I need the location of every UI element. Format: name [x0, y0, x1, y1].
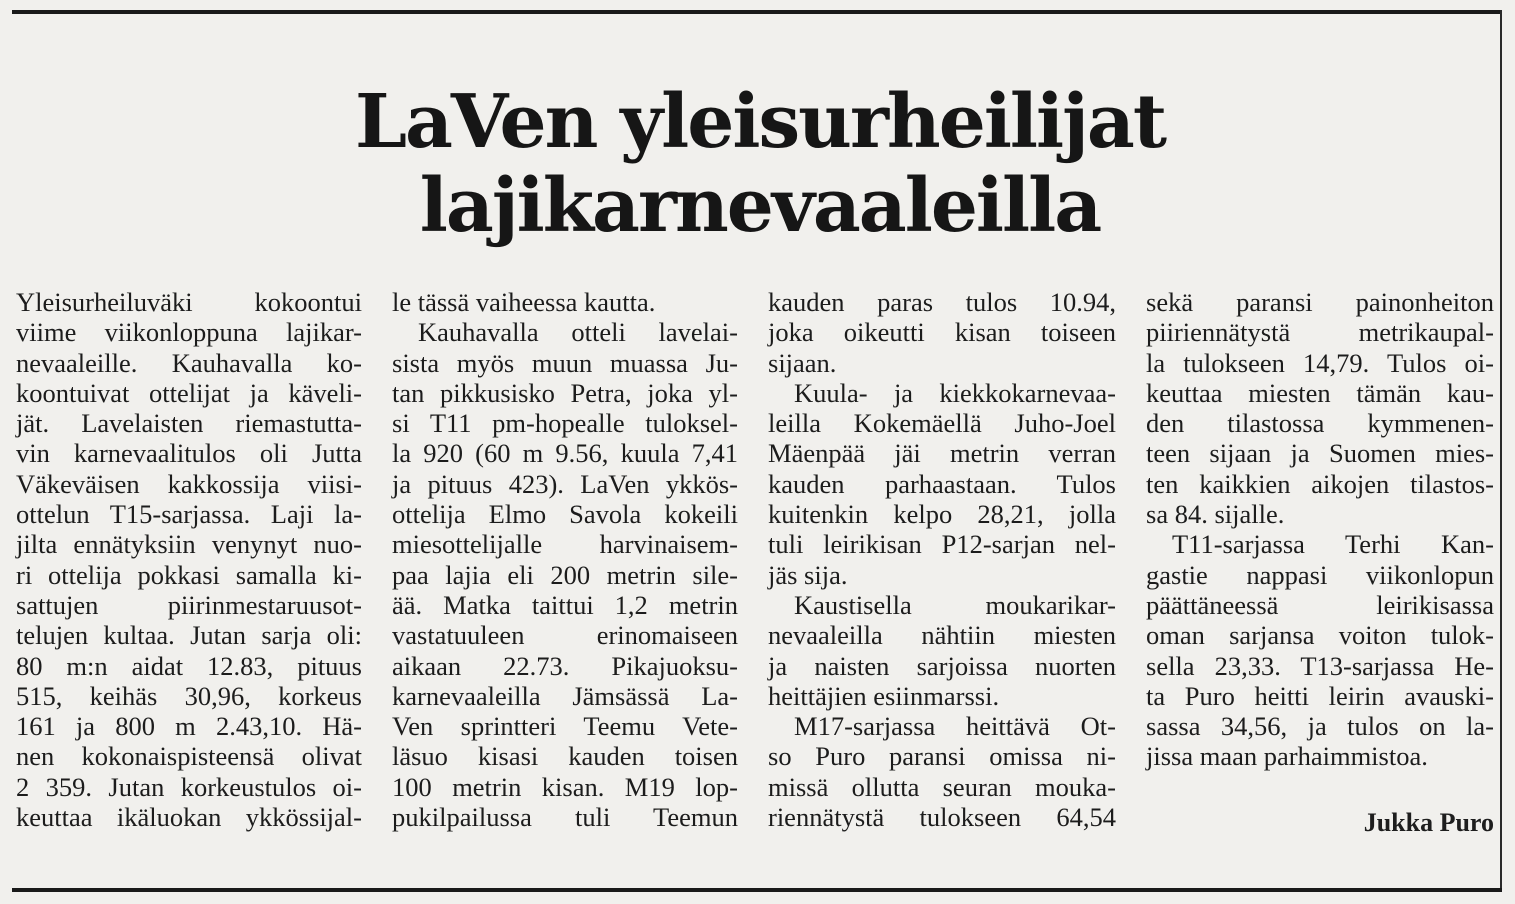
text-line: jäs sija.	[768, 559, 848, 590]
text-line: T11-sarjassa Terhi Kan-	[1172, 529, 1494, 560]
text-line: koontuivat ottelijat ja käveli-	[16, 377, 362, 408]
text-line: ottelija Elmo Savola kokeili	[392, 499, 738, 530]
text-line: telujen kultaa. Jutan sarja oli:	[16, 620, 362, 651]
text-line: Ven sprintteri Teemu Vete-	[392, 711, 738, 742]
text-line: ja naisten sarjoissa nuorten	[768, 650, 1116, 681]
text-line: 100 metrin kisan. M19 lop-	[392, 771, 738, 802]
text-line: Kuula- ja kiekkokarnevaa-	[794, 377, 1116, 408]
text-line: Kauhavalla otteli lavelai-	[418, 317, 738, 348]
text-line: gastie nappasi viikonlopun	[1146, 559, 1494, 590]
text-line: nevaaleilla nähtiin miesten	[768, 620, 1116, 651]
text-line: la 920 (60 m 9.56, kuula 7,41	[392, 438, 738, 469]
text-line: jissa maan parhaimmistoa.	[1146, 741, 1428, 772]
text-line: päättäneessä leirikisassa	[1146, 589, 1494, 620]
headline-line-2: lajikarnevaaleilla	[419, 163, 1101, 249]
text-line: karnevaaleilla Jämsässä La-	[392, 680, 738, 711]
text-line: heittäjien esiinmarssi.	[768, 680, 1000, 711]
text-line: kauden parhaastaan. Tulos	[768, 468, 1116, 499]
text-line: sattujen piirinmestaruusot-	[16, 589, 362, 620]
text-line: vin karnevaalitulos oli Jutta	[16, 438, 362, 469]
article-column-1	[16, 287, 362, 832]
bottom-rule	[12, 888, 1502, 892]
text-line: paa lajia eli 200 metrin sile-	[392, 559, 738, 590]
text-line: riennätystä tulokseen 64,54	[768, 802, 1116, 833]
text-line: piiriennätystä metrikaupal-	[1146, 317, 1494, 348]
text-line: nevaaleille. Kauhavalla ko-	[16, 347, 362, 378]
text-line: ää. Matka taittui 1,2 metrin	[392, 589, 738, 620]
headline-line-1: LaVen yleisurheilijat	[354, 79, 1166, 165]
right-border	[1500, 10, 1502, 890]
text-line: den tilastossa kymmenen-	[1146, 408, 1494, 439]
text-line: tuli leirikisan P12-sarjan nel-	[768, 529, 1116, 560]
text-line: ja pituus 423). LaVen ykkös-	[392, 468, 738, 499]
text-line: aikaan 22.73. Pikajuoksu-	[392, 650, 738, 681]
text-line: miesottelijalle harvinaisem-	[392, 529, 738, 560]
text-line: pukilpailussa tuli Teemun	[392, 802, 738, 833]
text-line: la tulokseen 14,79. Tulos oi-	[1146, 347, 1494, 378]
text-line: le tässä vaiheessa kautta.	[392, 287, 656, 317]
text-line: oman sarjansa voiton tulok-	[1146, 620, 1494, 651]
text-line: viime viikonloppuna lajikar-	[16, 317, 362, 348]
article-column-3	[768, 287, 1116, 832]
text-line: si T11 pm-hopealle tuloksel-	[392, 408, 738, 439]
top-rule	[12, 10, 1502, 14]
text-line: M17-sarjassa heittävä Ot-	[794, 711, 1116, 742]
text-line: ta Puro heitti leirin avauski-	[1146, 680, 1494, 711]
text-line: jilta ennätyksiin venynyt nuo-	[16, 529, 362, 560]
text-line: sista myös muun muassa Ju-	[392, 347, 738, 378]
text-line: nen kokonaispisteensä olivat	[16, 741, 362, 772]
text-line: 161 ja 800 m 2.43,10. Hä-	[16, 711, 362, 742]
text-line: missä ollutta seuran mouka-	[768, 771, 1116, 802]
text-line: leilla Kokemäellä Juho-Joel	[768, 408, 1116, 439]
byline: Jukka Puro	[1363, 808, 1494, 837]
text-line: sassa 34,56, ja tulos on la-	[1146, 711, 1494, 742]
text-line: Kaustisella moukarikar-	[794, 589, 1116, 620]
text-line: kauden paras tulos 10.94,	[768, 287, 1116, 317]
text-line: ri ottelija pokkasi samalla ki-	[16, 559, 362, 590]
text-line: keuttaa miesten tämän kau-	[1146, 377, 1494, 408]
text-line: Yleisurheiluväki kokoontui	[16, 287, 362, 317]
article-column-4	[1146, 287, 1494, 772]
text-line: sa 84. sijalle.	[1146, 499, 1285, 530]
text-line: teen sijaan ja Suomen mies-	[1146, 438, 1494, 469]
text-line: jät. Lavelaisten riemastutta-	[16, 408, 362, 439]
text-line: Mäenpää jäi metrin verran	[768, 438, 1116, 469]
text-line: sijaan.	[768, 347, 837, 378]
article-column-2	[392, 287, 738, 832]
text-line: joka oikeutti kisan toiseen	[768, 317, 1116, 348]
text-line: sekä paransi painonheiton	[1146, 287, 1494, 317]
text-line: 80 m:n aidat 12.83, pituus	[16, 650, 362, 681]
text-line: keuttaa ikäluokan ykkössijal-	[16, 802, 362, 833]
text-line: ottelun T15-sarjassa. Laji la-	[16, 499, 362, 530]
text-line: Väkeväisen kakkossija viisi-	[16, 468, 362, 499]
text-line: tan pikkusisko Petra, joka yl-	[392, 377, 738, 408]
headline	[200, 80, 1320, 248]
text-line: 2 359. Jutan korkeustulos oi-	[16, 771, 362, 802]
text-line: so Puro paransi omissa ni-	[768, 741, 1116, 772]
text-line: läsuo kisasi kauden toisen	[392, 741, 738, 772]
text-line: vastatuuleen erinomaiseen	[392, 620, 738, 651]
text-line: sella 23,33. T13-sarjassa He-	[1146, 650, 1494, 681]
text-line: 515, keihäs 30,96, korkeus	[16, 680, 362, 711]
text-line: kuitenkin kelpo 28,21, jolla	[768, 499, 1116, 530]
text-line: ten kaikkien aikojen tilastos-	[1146, 468, 1494, 499]
